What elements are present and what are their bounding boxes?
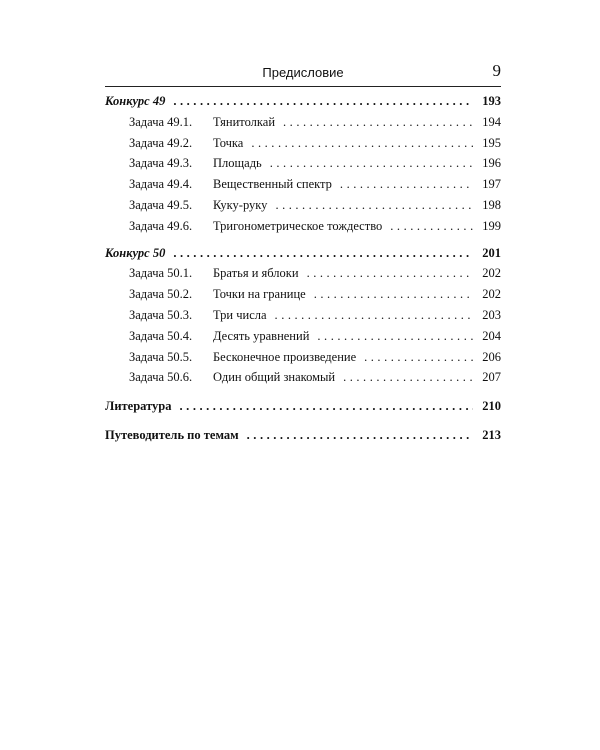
task-code: Задача 50.5.: [129, 349, 193, 364]
toc-page-number: 210: [482, 399, 501, 414]
toc-bibliography[interactable]: [105, 399, 501, 420]
task-title: Один общий знакомый: [213, 370, 336, 385]
dot-leader: [173, 246, 473, 261]
toc-page-number: 197: [482, 177, 501, 192]
task-title: Бесконечное произведение: [213, 349, 357, 364]
task-title: Тригонометрическое тождество: [213, 218, 383, 233]
dot-leader: [283, 115, 473, 130]
table-of-contents: [105, 94, 501, 449]
dot-leader: [364, 350, 473, 365]
toc-section-label: Конкурс 49: [105, 94, 166, 108]
dot-leader: [173, 94, 473, 109]
dot-leader: [180, 399, 473, 414]
toc-page-number: 199: [482, 218, 501, 233]
task-title: Десять уравнений: [213, 328, 310, 343]
toc-entry[interactable]: [105, 115, 501, 136]
task-title: Три числа: [213, 307, 267, 322]
toc-page-number: 196: [482, 156, 501, 171]
running-head-title: Предисловие: [262, 65, 344, 80]
task-title: Точки на границе: [213, 287, 306, 302]
toc-entry[interactable]: [105, 308, 501, 329]
task-code: Задача 50.2.: [129, 287, 193, 302]
task-title: Площадь: [213, 156, 262, 171]
dot-leader: [390, 219, 473, 234]
dot-leader: [270, 156, 473, 171]
task-code: Задача 49.1.: [129, 114, 193, 129]
dot-leader: [340, 177, 473, 192]
toc-entry[interactable]: [105, 156, 501, 177]
header-rule: [105, 86, 501, 87]
toc-page-number: 198: [482, 197, 501, 212]
task-title: Вещественный спектр: [213, 177, 332, 192]
toc-entry[interactable]: [105, 350, 501, 371]
task-title: Точка: [213, 135, 244, 150]
toc-entry[interactable]: [105, 266, 501, 287]
dot-leader: [275, 198, 473, 213]
toc-entry[interactable]: [105, 329, 501, 350]
toc-section-label: Конкурс 50: [105, 245, 166, 260]
toc-page-number: 202: [482, 287, 501, 302]
task-code: Задача 49.5.: [129, 197, 193, 212]
toc-page-number: 201: [482, 245, 501, 260]
task-code: Задача 49.4.: [129, 177, 193, 192]
task-code: Задача 50.4.: [129, 328, 193, 343]
toc-page-number: 202: [482, 266, 501, 281]
toc-entry[interactable]: [105, 287, 501, 308]
toc-entry[interactable]: [105, 136, 501, 157]
dot-leader: [247, 428, 473, 443]
dot-leader: [251, 136, 473, 151]
toc-page-number: 203: [482, 307, 501, 322]
task-code: Задача 50.6.: [129, 370, 193, 385]
toc-entry[interactable]: [105, 177, 501, 198]
task-code: Задача 49.3.: [129, 156, 193, 171]
running-head: [105, 62, 501, 84]
task-code: Задача 50.1.: [129, 266, 193, 281]
toc-entry[interactable]: [105, 370, 501, 391]
toc-page-number: 204: [482, 328, 501, 343]
toc-page-number: 207: [482, 370, 501, 385]
toc-page-number: 194: [482, 114, 501, 129]
task-code: Задача 49.2.: [129, 135, 193, 150]
dot-leader: [343, 370, 473, 385]
toc-page-number: 193: [482, 94, 501, 108]
task-code: Задача 49.6.: [129, 218, 193, 233]
task-code: Задача 50.3.: [129, 307, 193, 322]
task-title: Тянитолкай: [213, 114, 276, 129]
toc-page-number: 206: [482, 349, 501, 364]
dot-leader: [317, 329, 473, 344]
toc-topic-guide[interactable]: [105, 428, 501, 449]
dot-leader: [275, 308, 473, 323]
toc-backmatter-label: Путеводитель по темам: [105, 427, 239, 442]
toc-section-50[interactable]: [105, 246, 501, 267]
dot-leader: [307, 266, 473, 281]
page-number: 9: [492, 61, 501, 80]
toc-page-number: 213: [482, 427, 501, 442]
toc-entry[interactable]: [105, 219, 501, 240]
toc-section-49[interactable]: [105, 94, 501, 115]
task-title: Братья и яблоки: [213, 266, 299, 281]
toc-page-number: 195: [482, 135, 501, 150]
toc-entry[interactable]: [105, 198, 501, 219]
dot-leader: [314, 287, 473, 302]
task-title: Куку-руку: [213, 197, 268, 212]
toc-backmatter-label: Литература: [105, 399, 172, 414]
